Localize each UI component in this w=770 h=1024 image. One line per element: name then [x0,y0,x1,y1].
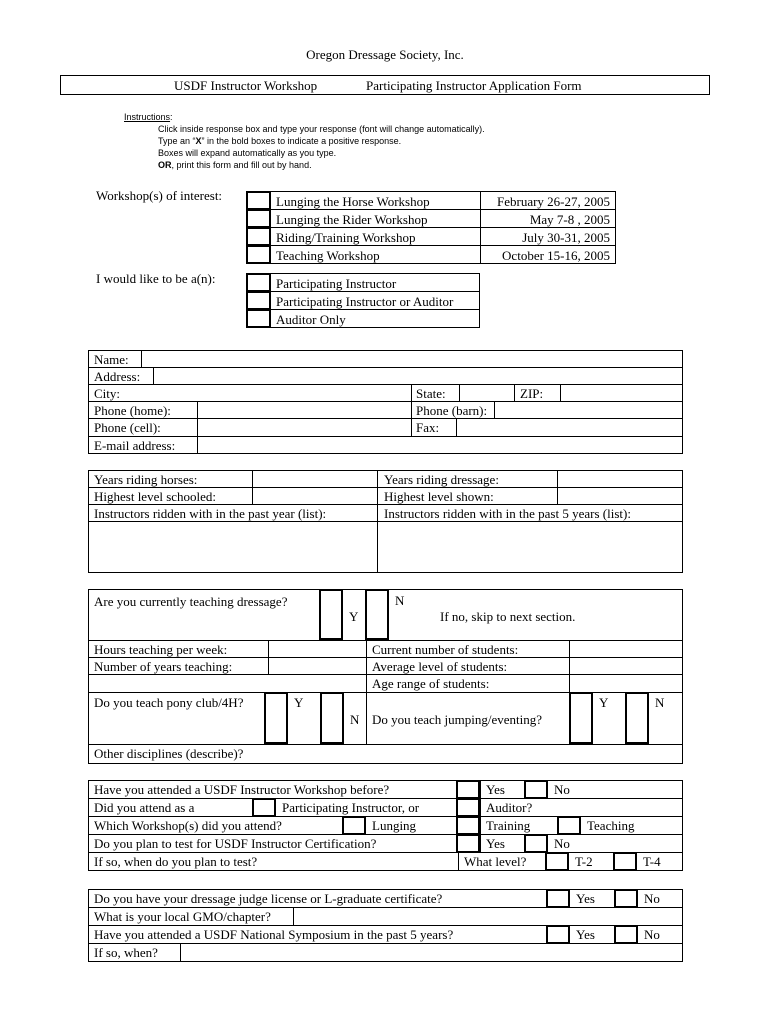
highest-shown-input[interactable] [559,488,681,503]
when-test-input[interactable] [300,853,456,870]
teaching-yes-label: Y [349,609,359,624]
plan-test-yes-label: Yes [486,836,505,851]
training-label: Training [486,818,531,833]
symposium-yes-label: Yes [576,927,595,942]
highest-schooled-input[interactable] [254,488,375,503]
city-input[interactable] [124,385,409,400]
role-checkbox-participating[interactable] [246,273,271,292]
org-name: Oregon Dressage Society, Inc. [306,47,464,62]
workshop-name: Riding/Training Workshop [276,230,416,245]
workshop-date: May 7-8 , 2005 [529,212,610,227]
email-input[interactable] [199,437,681,453]
jumping-no-label: N [655,695,665,710]
auditor-label: Auditor? [486,800,533,815]
contact-city-label: City: [94,386,121,401]
judge-no-label: No [644,891,660,906]
attended-no-checkbox[interactable] [524,780,548,799]
instructors-year-input[interactable] [90,522,375,571]
judge-license-question: Do you have your dressage judge license or L-graduate certificate? [94,891,443,906]
symposium-no-label: No [644,927,660,942]
skip-note: If no, skip to next section. [440,609,576,624]
auditor-checkbox[interactable] [456,798,480,817]
instruction-line: Type an “X” in the bold boxes to indicate a positive response. [158,136,402,146]
symposium-when-label: If so, when? [94,945,158,960]
contact-fax-label: Fax: [416,420,440,435]
contact-phone-barn-label: Phone (barn): [416,403,488,418]
instructors-5yr-label: Instructors ridden with in the past 5 years (list): [384,506,631,521]
other-disciplines-input[interactable] [258,745,681,762]
pony-no-checkbox[interactable] [320,692,344,744]
highest-schooled-label: Highest level schooled: [94,489,217,504]
lunging-label: Lunging [372,818,417,833]
age-range-label: Age range of students: [372,676,490,691]
pony-no-label: N [350,712,360,727]
lunging-checkbox[interactable] [342,816,366,835]
participating-label: Participating Instructor, or [282,800,420,815]
teaching-yes-checkbox[interactable] [319,589,343,640]
years-teaching-label: Number of years teaching: [94,659,233,674]
highest-shown-label: Highest level shown: [384,489,494,504]
which-workshop-label: Which Workshop(s) did you attend? [94,818,282,833]
name-input[interactable] [143,351,681,366]
role-checkbox-auditor[interactable] [246,309,271,328]
workshop-checkbox-lunging-rider[interactable] [246,209,271,228]
phone-cell-input[interactable] [199,419,409,435]
instructors-year-label: Instructors ridden with in the past year (list): [94,506,327,521]
workshop-name: Lunging the Rider Workshop [276,212,428,227]
workshop-name: Lunging the Horse Workshop [276,194,430,209]
role-option: Participating Instructor [276,276,397,291]
other-disciplines-label: Other disciplines (describe)? [94,746,244,761]
avg-level-input[interactable] [571,658,681,673]
teaching-no-label: N [395,593,405,608]
jumping-yes-label: Y [599,695,609,710]
address-input[interactable] [155,368,681,383]
workshop-date: October 15-16, 2005 [502,248,610,263]
workshops-label: Workshop(s) of interest: [96,188,223,203]
years-teaching-input[interactable] [270,658,364,673]
instruction-line: Click inside response box and type your response (font will change automatically). [158,124,485,134]
current-students-label: Current number of students: [372,642,519,657]
workshop-date: February 26-27, 2005 [496,194,610,209]
attended-yes-label: Yes [486,782,505,797]
workshop-name: Teaching Workshop [276,248,380,263]
t2-label: T-2 [575,854,593,869]
instruction-line: OR, print this form and fill out by hand. [158,160,312,170]
years-dressage-label: Years riding dressage: [384,472,499,487]
judge-yes-label: Yes [576,891,595,906]
role-label: I would like to be a(n): [96,271,216,286]
judge-no-checkbox[interactable] [614,889,638,908]
symposium-no-checkbox[interactable] [614,925,638,944]
judge-yes-checkbox[interactable] [546,889,570,908]
t4-label: T-4 [643,854,661,869]
symposium-when-input[interactable] [182,944,681,961]
jumping-yes-checkbox[interactable] [569,692,593,744]
plan-test-yes-checkbox[interactable] [456,834,480,853]
phone-barn-input[interactable] [496,402,681,417]
contact-name-label: Name: [94,352,129,367]
jumping-question: Do you teach jumping/eventing? [372,712,543,727]
fax-input[interactable] [458,419,681,435]
workshop-checkbox-teaching[interactable] [246,245,271,264]
teaching-question: Are you currently teaching dressage? [94,594,288,609]
contact-phone-cell-label: Phone (cell): [94,420,161,435]
workshop-checkbox-lunging-horse[interactable] [246,191,271,210]
hours-input[interactable] [270,641,364,656]
plan-test-no-checkbox[interactable] [524,834,548,853]
attended-question: Have you attended a USDF Instructor Workshop before? [94,782,390,797]
contact-email-label: E-mail address: [94,438,176,453]
participating-checkbox[interactable] [252,798,276,817]
workshop-title: USDF Instructor Workshop [174,78,318,93]
teaching-workshop-checkbox[interactable] [557,816,581,835]
teaching-no-checkbox[interactable] [365,589,389,640]
contact-state-label: State: [416,386,446,401]
role-option: Auditor Only [276,312,346,327]
pony-yes-label: Y [294,695,304,710]
what-level-label: What level? [464,854,527,869]
phone-home-input[interactable] [199,402,409,417]
years-riding-input[interactable] [254,471,375,486]
current-students-input[interactable] [571,641,681,656]
symposium-question: Have you attended a USDF National Symposium in the past 5 years? [94,927,454,942]
gmo-label: What is your local GMO/chapter? [94,909,271,924]
plan-test-question: Do you plan to test for USDF Instructor Certification? [94,836,377,851]
instruction-line: Boxes will expand automatically as you type. [158,148,337,158]
contact-phone-home-label: Phone (home): [94,403,171,418]
instructors-5yr-input[interactable] [379,522,681,571]
attended-no-label: No [554,782,570,797]
training-checkbox[interactable] [456,816,480,835]
years-riding-label: Years riding horses: [94,472,198,487]
hours-label: Hours teaching per week: [94,642,228,657]
teaching-workshop-label: Teaching [587,818,635,833]
workshop-checkbox-riding-training[interactable] [246,227,271,246]
gmo-input[interactable] [295,908,681,924]
when-test-label: If so, when do you plan to test? [94,854,258,869]
contact-address-label: Address: [94,369,141,384]
avg-level-label: Average level of students: [372,659,508,674]
pony-club-question: Do you teach pony club/4H? [94,695,244,710]
t2-checkbox[interactable] [545,852,569,871]
pony-yes-checkbox[interactable] [264,692,288,744]
instructions-heading: Instructions: [124,112,173,122]
jumping-no-checkbox[interactable] [625,692,649,744]
attend-as-label: Did you attend as a [94,800,195,815]
years-dressage-input[interactable] [559,471,681,486]
zip-input[interactable] [562,385,681,400]
workshop-date: July 30-31, 2005 [522,230,610,245]
symposium-yes-checkbox[interactable] [546,925,570,944]
plan-test-no-label: No [554,836,570,851]
form-title: Participating Instructor Application Form [366,78,582,93]
role-option: Participating Instructor or Auditor [276,294,454,309]
state-input[interactable] [461,385,513,400]
t4-checkbox[interactable] [613,852,637,871]
role-checkbox-participating-or-auditor[interactable] [246,291,271,310]
attended-yes-checkbox[interactable] [456,780,480,799]
age-range-input[interactable] [571,675,681,691]
contact-zip-label: ZIP: [520,386,544,401]
